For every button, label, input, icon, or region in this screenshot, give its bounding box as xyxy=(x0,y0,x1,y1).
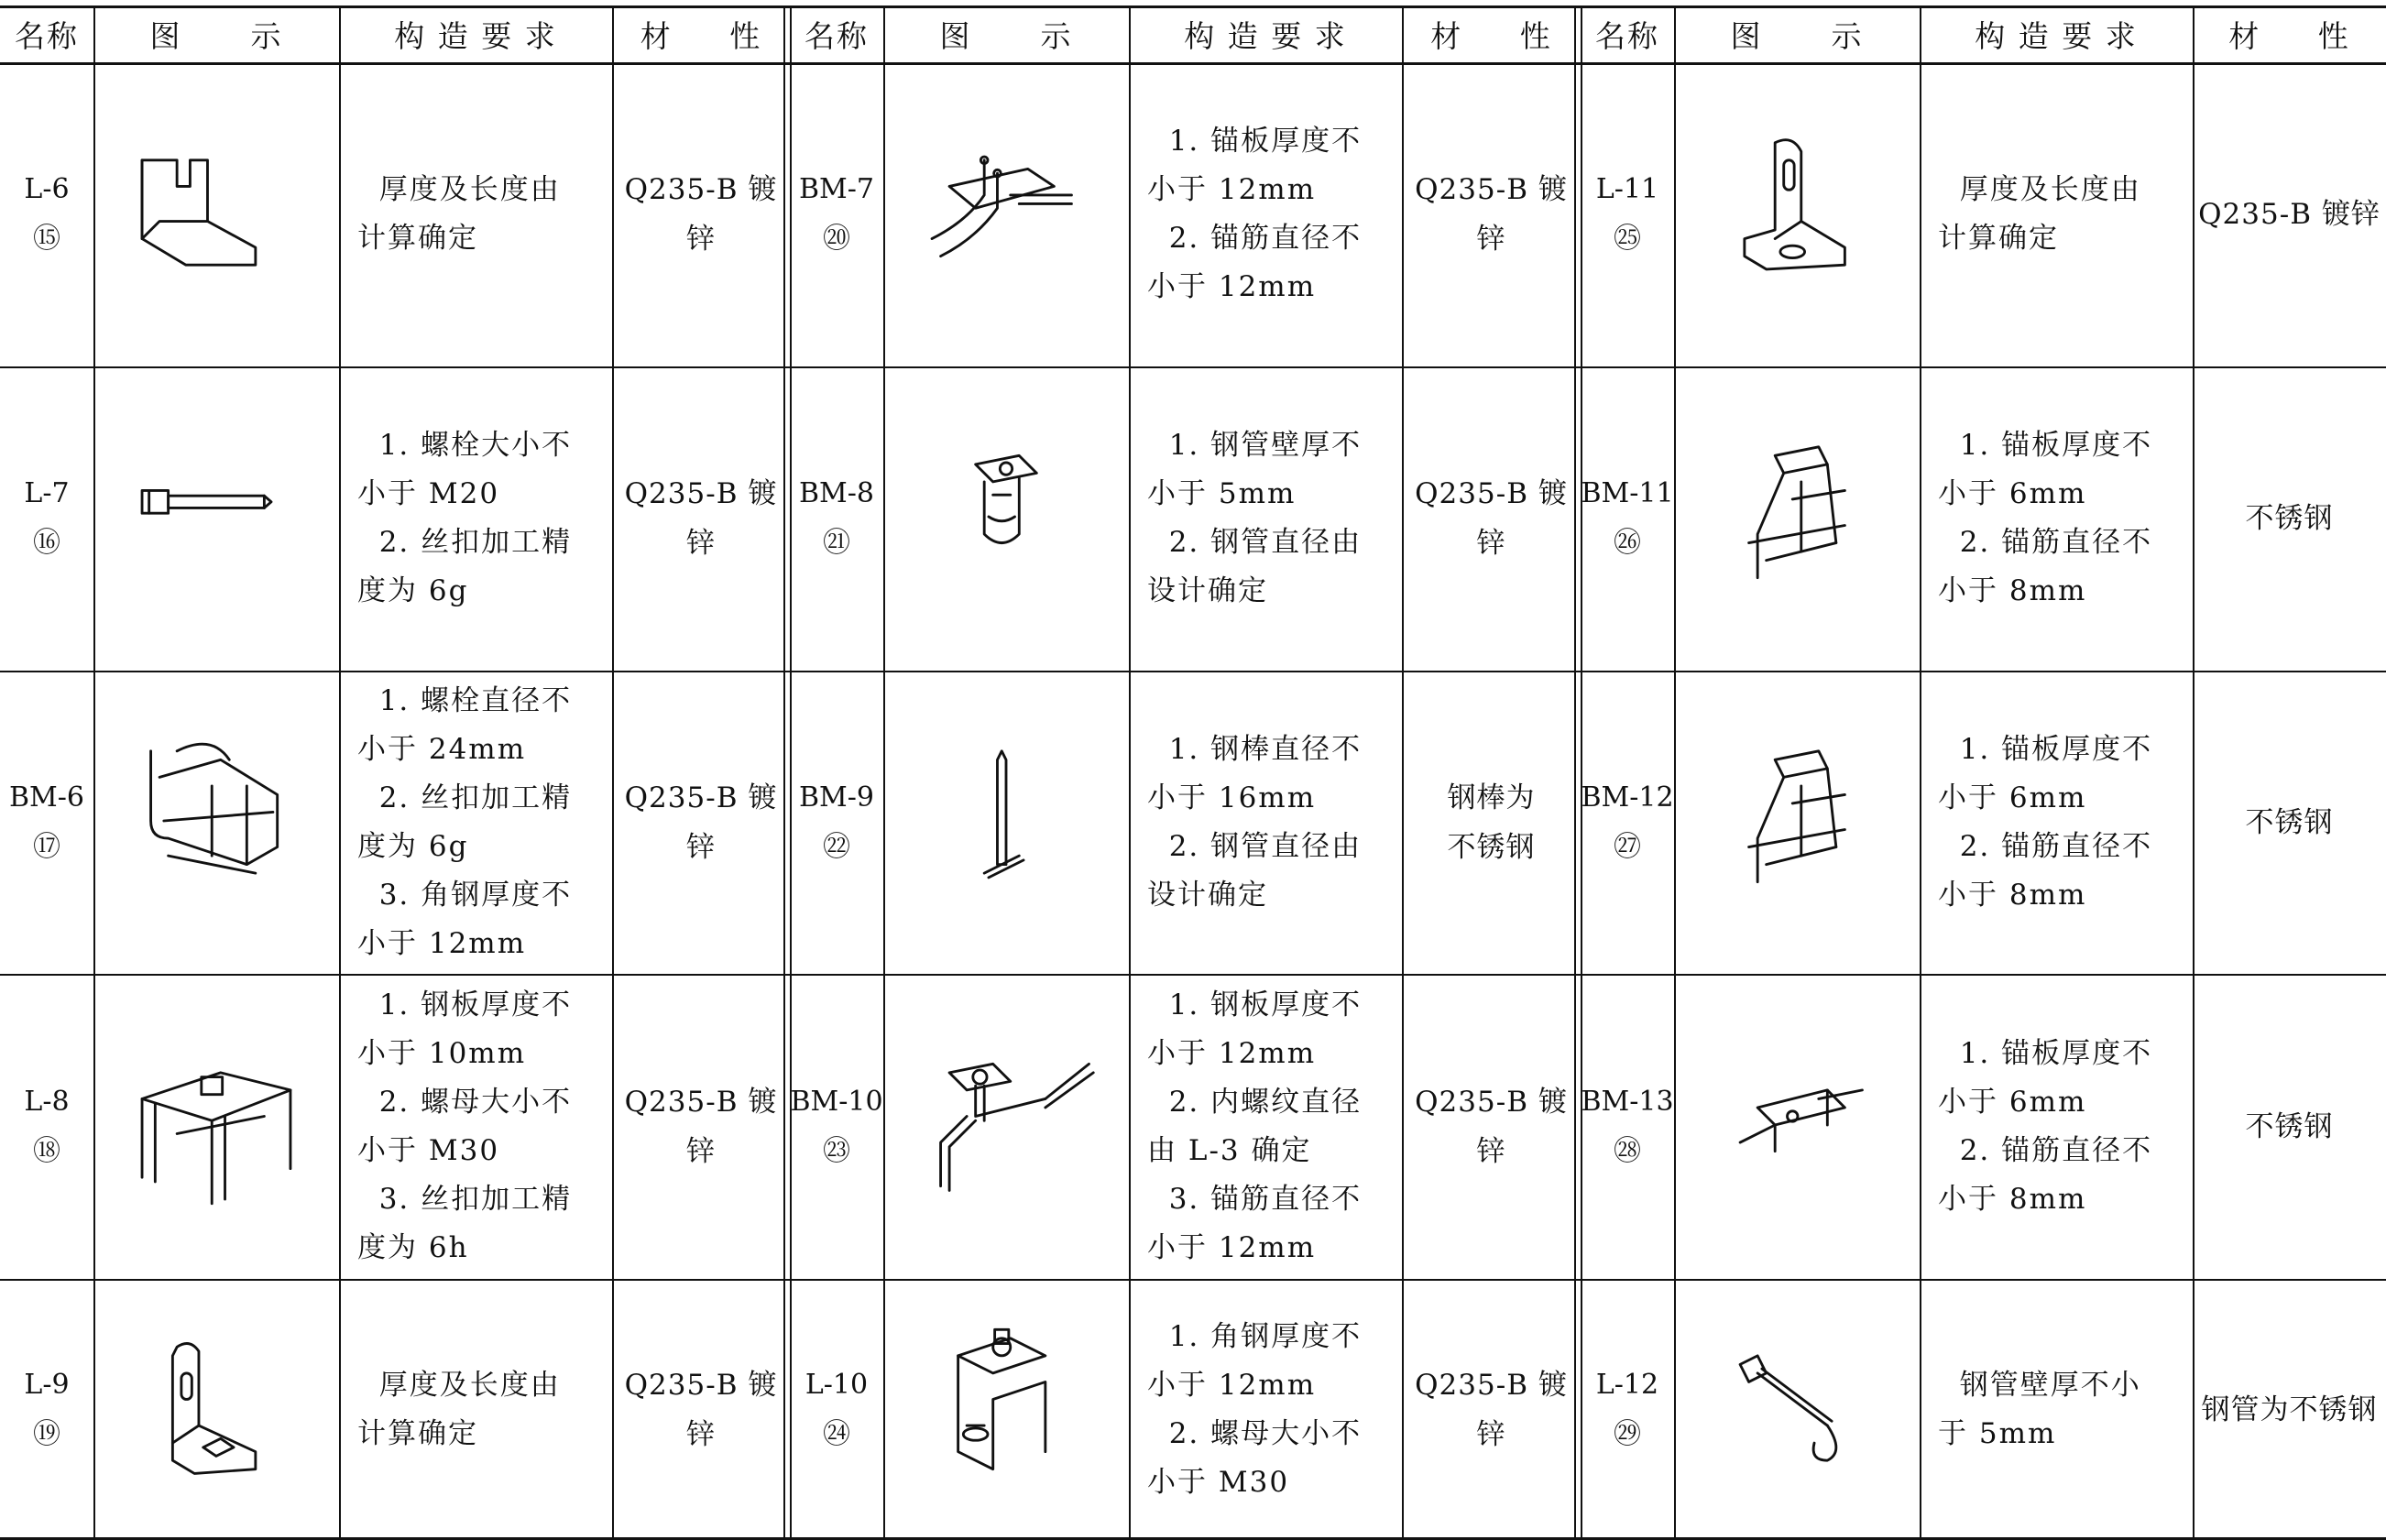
requirement-text xyxy=(1129,671,1402,974)
header-requirement: 构 造 要 求 xyxy=(394,17,557,54)
material-lines xyxy=(612,1360,790,1459)
requirement-line: 小于 16mm xyxy=(1147,781,1317,814)
material-line: 不锈钢 xyxy=(2245,502,2334,535)
requirement-line: 计算确定 xyxy=(1938,222,2059,255)
requirement-line: 小于 12mm xyxy=(1147,270,1317,303)
header-material: 材 性 xyxy=(2228,17,2350,54)
requirement-text xyxy=(1920,1279,2193,1540)
requirement-line: 2. 内螺纹直径 xyxy=(1147,1085,1363,1119)
requirement-lines xyxy=(1938,421,2152,616)
requirement-line: 计算确定 xyxy=(357,1416,478,1450)
requirement-text xyxy=(1920,62,2193,366)
material-text xyxy=(2193,974,2386,1279)
material-lines xyxy=(2246,1102,2334,1152)
requirement-line: 1. 螺栓直径不 xyxy=(357,683,573,717)
requirement-line: 度为 6g xyxy=(357,574,469,607)
material-lines xyxy=(1402,469,1581,568)
requirement-lines xyxy=(1147,1313,1362,1507)
requirement-line: 2. 锚筋直径不 xyxy=(1147,222,1363,255)
requirement-line: 设计确定 xyxy=(1147,574,1268,607)
material-text xyxy=(1402,974,1581,1279)
requirement-line: 1. 锚板厚度不 xyxy=(1147,125,1363,158)
material-text xyxy=(612,62,790,366)
component-name: L-6 xyxy=(24,173,70,205)
component-figure xyxy=(1674,366,1920,671)
requirement-line: 1. 钢板厚度不 xyxy=(1147,988,1363,1021)
component-number: ㉙ xyxy=(1614,1417,1641,1450)
hook-rod-icon xyxy=(1705,1316,1888,1503)
component-name: BM-10 xyxy=(790,1085,883,1118)
requirement-line: 厚度及长度由 xyxy=(1938,173,2141,206)
material-text xyxy=(1402,1279,1581,1540)
component-figure xyxy=(93,62,339,366)
component-name: BM-6 xyxy=(9,781,84,814)
requirement-text xyxy=(339,974,612,1279)
requirement-line: 小于 12mm xyxy=(1147,173,1317,206)
material-lines xyxy=(612,1077,790,1176)
component-figure xyxy=(93,366,339,671)
component-code xyxy=(790,974,883,1279)
requirement-text xyxy=(1920,974,2193,1279)
requirement-line: 小于 6mm xyxy=(1938,477,2087,510)
component-code xyxy=(1581,62,1674,366)
steel-box-bracket-icon xyxy=(125,1033,308,1220)
requirement-lines xyxy=(1938,726,2152,920)
requirement-line: 小于 8mm xyxy=(1938,878,2087,912)
requirement-line: 1. 锚板厚度不 xyxy=(1938,732,2153,766)
component-code xyxy=(790,1279,883,1540)
requirement-line: 小于 10mm xyxy=(357,1036,527,1070)
angle-nut-bracket-icon xyxy=(914,1316,1098,1503)
material-line: Q235-B 镀锌 xyxy=(624,1085,778,1168)
material-text xyxy=(2193,671,2386,974)
requirement-line: 计算确定 xyxy=(357,222,478,255)
material-line: 不锈钢 xyxy=(2245,1109,2334,1143)
material-lines xyxy=(2246,798,2334,847)
requirement-line: 小于 12mm xyxy=(1147,1368,1317,1402)
requirement-text xyxy=(1920,366,2193,671)
requirement-line: 小于 12mm xyxy=(1147,1230,1317,1264)
requirement-lines xyxy=(357,421,572,616)
requirement-text xyxy=(1129,366,1402,671)
requirement-line: 设计确定 xyxy=(1147,878,1268,912)
anchor-plate-bars-icon xyxy=(914,121,1098,308)
component-code xyxy=(0,974,93,1279)
requirement-lines xyxy=(1938,166,2141,263)
requirement-line: 2. 丝扣加工精 xyxy=(357,781,573,814)
header-name: 名称 xyxy=(804,17,869,54)
requirement-lines xyxy=(1938,1361,2141,1458)
requirement-line: 1. 角钢厚度不 xyxy=(1147,1319,1363,1353)
requirement-line: 小于 12mm xyxy=(1147,1036,1317,1070)
material-line: 不锈钢 xyxy=(1447,830,1536,864)
material-line: Q235-B 镀锌 xyxy=(1415,1085,1568,1168)
component-code xyxy=(1581,671,1674,974)
requirement-line: 2. 钢管直径由 xyxy=(1147,829,1363,863)
component-name: BM-13 xyxy=(1581,1085,1674,1118)
component-name: BM-9 xyxy=(799,781,874,814)
component-name: L-9 xyxy=(24,1368,70,1401)
header-name: 名称 xyxy=(1595,17,1659,54)
header-requirement: 构 造 要 求 xyxy=(1184,17,1347,54)
material-line: Q235-B 镀锌 xyxy=(2198,198,2381,231)
requirement-lines xyxy=(1147,421,1362,616)
threaded-anchor-plate-icon xyxy=(914,1033,1098,1220)
requirement-line: 度为 6g xyxy=(357,829,469,863)
material-text xyxy=(2193,62,2386,366)
bent-plate-slot-icon xyxy=(125,121,308,308)
material-line: Q235-B 镀锌 xyxy=(1415,477,1568,560)
requirement-line: 2. 丝扣加工精 xyxy=(357,526,573,559)
requirement-line: 1. 螺栓大小不 xyxy=(357,429,573,462)
requirement-line: 2. 螺母大小不 xyxy=(1147,1416,1363,1450)
requirement-text xyxy=(339,1279,612,1540)
material-text xyxy=(2193,366,2386,671)
requirement-line: 小于 M30 xyxy=(1147,1465,1290,1499)
material-line: Q235-B 镀锌 xyxy=(624,781,778,864)
material-line: 钢管为不锈钢 xyxy=(2201,1393,2378,1426)
requirement-line: 2. 钢管直径由 xyxy=(1147,526,1363,559)
requirement-line: 小于 8mm xyxy=(1938,1182,2087,1216)
material-lines xyxy=(2202,1385,2378,1435)
component-figure xyxy=(93,974,339,1279)
requirement-line: 厚度及长度由 xyxy=(357,1368,561,1402)
component-name: L-12 xyxy=(1595,1368,1659,1401)
requirement-line: 1. 锚板厚度不 xyxy=(1938,1036,2153,1070)
requirement-text xyxy=(339,671,612,974)
component-number: ㉘ xyxy=(1614,1134,1641,1167)
component-number: ㉔ xyxy=(823,1417,850,1450)
requirement-lines xyxy=(357,981,572,1272)
material-text xyxy=(612,366,790,671)
requirement-line: 2. 锚筋直径不 xyxy=(1938,526,2153,559)
requirement-line: 小于 M20 xyxy=(357,477,500,510)
requirement-line: 度为 6h xyxy=(357,1230,469,1264)
requirement-line: 2. 螺母大小不 xyxy=(357,1085,573,1119)
requirement-lines xyxy=(357,677,572,968)
requirement-line: 小于 24mm xyxy=(357,732,527,766)
material-lines xyxy=(1402,1077,1581,1176)
material-line: Q235-B 镀锌 xyxy=(624,477,778,560)
material-lines xyxy=(612,165,790,264)
requirement-line: 1. 钢管壁厚不 xyxy=(1147,429,1363,462)
component-figure xyxy=(883,974,1129,1279)
requirement-line: 1. 钢棒直径不 xyxy=(1147,732,1363,766)
component-figure xyxy=(1674,974,1920,1279)
component-number: ㉑ xyxy=(823,527,850,559)
component-name: L-11 xyxy=(1595,173,1659,205)
component-figure xyxy=(1674,62,1920,366)
material-line: Q235-B 镀锌 xyxy=(1415,1368,1568,1451)
material-lines xyxy=(2246,494,2334,543)
component-number: ⑮ xyxy=(33,223,60,255)
header-name: 名称 xyxy=(15,17,79,54)
requirement-line: 厚度及长度由 xyxy=(357,173,561,206)
requirement-line: 小于 12mm xyxy=(357,926,527,960)
component-number: ㉗ xyxy=(1614,830,1641,863)
requirement-text xyxy=(1129,1279,1402,1540)
material-text xyxy=(612,1279,790,1540)
anchor-bolt-cage-icon xyxy=(125,729,308,916)
material-text xyxy=(1402,62,1581,366)
component-name: BM-7 xyxy=(799,173,874,205)
component-code xyxy=(1581,974,1674,1279)
header-material: 材 性 xyxy=(1430,17,1552,54)
component-number: ㉖ xyxy=(1614,527,1641,559)
material-lines xyxy=(612,469,790,568)
material-lines xyxy=(1402,165,1581,264)
component-name: L-7 xyxy=(24,477,70,509)
requirement-lines xyxy=(1147,726,1362,920)
component-code xyxy=(0,671,93,974)
tube-anchor-icon xyxy=(914,425,1098,612)
requirement-text xyxy=(339,366,612,671)
requirement-lines xyxy=(357,166,561,263)
material-line: 不锈钢 xyxy=(2245,805,2334,839)
component-number: ⑯ xyxy=(33,527,60,559)
component-number: ⑳ xyxy=(823,223,850,255)
header-requirement: 构 造 要 求 xyxy=(1975,17,2138,54)
requirement-line: 小于 M30 xyxy=(357,1133,500,1167)
material-line: 钢棒为 xyxy=(1447,781,1536,814)
component-code xyxy=(0,1279,93,1540)
material-lines xyxy=(1448,773,1536,872)
component-name: L-10 xyxy=(804,1368,869,1401)
component-number: ⑱ xyxy=(33,1134,60,1167)
component-code xyxy=(0,366,93,671)
steel-rod-anchor-icon xyxy=(914,729,1098,916)
component-code xyxy=(790,671,883,974)
component-code xyxy=(1581,366,1674,671)
stainless-anchor-small-icon xyxy=(1705,1033,1888,1220)
stainless-anchor-frame-icon xyxy=(1705,425,1888,612)
material-text xyxy=(2193,1279,2386,1540)
material-text xyxy=(612,671,790,974)
material-lines xyxy=(612,773,790,872)
component-figure xyxy=(883,366,1129,671)
component-code xyxy=(0,62,93,366)
requirement-line: 小于 8mm xyxy=(1938,574,2087,607)
requirement-line: 2. 锚筋直径不 xyxy=(1938,1133,2153,1167)
component-figure xyxy=(883,1279,1129,1540)
component-number: ⑰ xyxy=(33,830,60,863)
requirement-line: 1. 钢板厚度不 xyxy=(357,988,573,1021)
component-name: BM-8 xyxy=(799,477,874,509)
component-number: ㉒ xyxy=(823,830,850,863)
requirement-lines xyxy=(1147,117,1362,311)
material-lines xyxy=(2198,190,2381,239)
component-name: L-8 xyxy=(24,1085,70,1118)
component-figure xyxy=(883,62,1129,366)
header-figure: 图 示 xyxy=(149,17,283,54)
component-code xyxy=(790,62,883,366)
material-lines xyxy=(1402,1360,1581,1459)
requirement-line: 3. 锚筋直径不 xyxy=(1147,1182,1363,1216)
requirement-lines xyxy=(357,1361,561,1458)
requirement-line: 小于 6mm xyxy=(1938,781,2087,814)
angle-bracket-slot-icon xyxy=(1705,121,1888,308)
requirement-line: 1. 锚板厚度不 xyxy=(1938,429,2153,462)
requirement-line: 钢管壁厚不小 xyxy=(1938,1368,2141,1402)
component-name: BM-12 xyxy=(1581,781,1674,814)
stainless-anchor-frame-icon xyxy=(1705,729,1888,916)
requirement-line: 2. 锚筋直径不 xyxy=(1938,829,2153,863)
component-figure xyxy=(883,671,1129,974)
header-material: 材 性 xyxy=(640,17,762,54)
component-number: ⑲ xyxy=(33,1417,60,1450)
requirement-line: 小于 6mm xyxy=(1938,1085,2087,1119)
material-text xyxy=(1402,671,1581,974)
component-number: ㉕ xyxy=(1614,223,1641,255)
component-figure xyxy=(93,671,339,974)
requirement-line: 3. 丝扣加工精 xyxy=(357,1182,573,1216)
component-figure xyxy=(93,1279,339,1540)
requirement-text xyxy=(1129,974,1402,1279)
component-code xyxy=(790,366,883,671)
material-line: Q235-B 镀锌 xyxy=(624,1368,778,1451)
angle-bracket-square-hole-icon xyxy=(125,1316,308,1503)
material-line: Q235-B 镀锌 xyxy=(1415,173,1568,256)
component-name: BM-11 xyxy=(1581,477,1674,509)
header-figure: 图 示 xyxy=(939,17,1073,54)
requirement-lines xyxy=(1147,981,1362,1272)
requirement-text xyxy=(1920,671,2193,974)
material-text xyxy=(1402,366,1581,671)
requirement-line: 于 5mm xyxy=(1938,1416,2057,1450)
requirement-line: 3. 角钢厚度不 xyxy=(357,878,573,912)
bolt-icon xyxy=(125,425,308,612)
material-text xyxy=(612,974,790,1279)
component-figure xyxy=(1674,671,1920,974)
requirement-line: 小于 5mm xyxy=(1147,477,1297,510)
requirement-text xyxy=(1129,62,1402,366)
material-line: Q235-B 镀锌 xyxy=(624,173,778,256)
component-number: ㉓ xyxy=(823,1134,850,1167)
component-code xyxy=(1581,1279,1674,1540)
header-figure: 图 示 xyxy=(1730,17,1864,54)
requirement-text xyxy=(339,62,612,366)
requirement-line: 由 L-3 确定 xyxy=(1147,1133,1312,1167)
component-figure xyxy=(1674,1279,1920,1540)
requirement-lines xyxy=(1938,1030,2152,1224)
